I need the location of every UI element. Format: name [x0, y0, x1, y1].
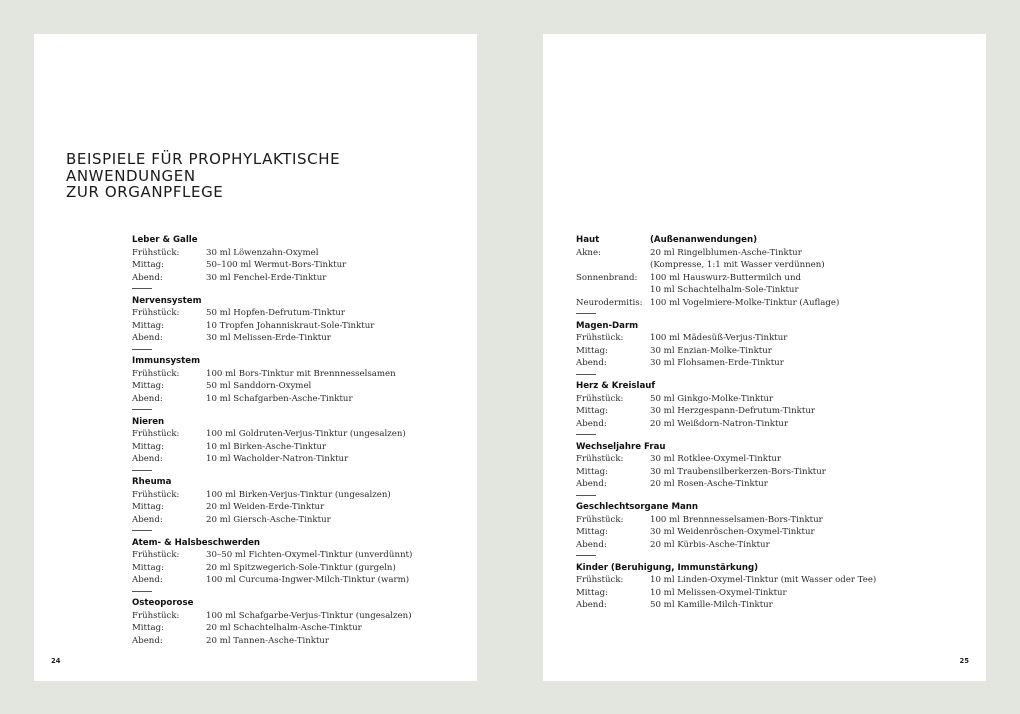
dosage-value: 50–100 ml Wermut-Bors-Tinktur	[206, 260, 347, 270]
dosage-row	[132, 489, 532, 502]
recipe-section	[132, 355, 532, 405]
dosage-row	[576, 587, 976, 600]
dosage-row	[132, 307, 532, 320]
dosage-value: 100 ml Hauswurz-Buttermilch und	[650, 272, 802, 283]
dosage-value: (Kompresse, 1:1 mit Wasser verdünnen)	[650, 260, 825, 270]
dosage-value: 100 ml Birken-Verjus-Tinktur (ungesalzen)	[206, 489, 391, 500]
dosage-value: 20 ml Spitzwegerich-Sole-Tinktur (gurgeln)	[206, 562, 396, 573]
dosage-row	[576, 405, 976, 418]
section-title: Osteoporose	[132, 598, 194, 608]
recipe-section	[132, 295, 532, 345]
time-label: Mittag:	[132, 320, 164, 331]
dosage-row	[132, 635, 532, 648]
dosage-value: 20 ml Rosen-Asche-Tinktur	[650, 479, 768, 489]
time-label: Abend:	[132, 272, 163, 283]
dosage-row	[132, 501, 532, 514]
section-subtitle: (Außenanwendungen)	[650, 235, 758, 245]
dosage-value: 20 ml Weißdorn-Natron-Tinktur	[650, 418, 789, 429]
dosage-row	[132, 610, 532, 623]
dosage-value: 20 ml Kürbis-Asche-Tinktur	[650, 539, 770, 550]
time-label: Frühstück:	[576, 333, 624, 343]
dosage-row	[576, 478, 976, 491]
page-number: 25	[959, 657, 969, 665]
section-divider	[576, 434, 596, 435]
section-title: Haut	[576, 235, 600, 245]
dosage-row	[576, 599, 976, 612]
section-title: Atem- & Halsbeschwerden	[132, 537, 261, 548]
dosage-row	[576, 574, 976, 587]
time-label: Frühstück:	[576, 393, 624, 404]
dosage-value: 20 ml Tannen-Asche-Tinktur	[206, 635, 330, 646]
dosage-row	[576, 259, 976, 272]
dosage-value: 30 ml Weidenröschen-Oxymel-Tinktur	[650, 527, 815, 537]
section-haut	[576, 234, 976, 309]
dosage-value: 30 ml Rotklee-Oxymel-Tinktur	[650, 454, 782, 464]
section-title: Geschlechtsorgane Mann	[576, 502, 699, 512]
dosage-value: 20 ml Giersch-Asche-Tinktur	[206, 514, 331, 525]
time-label: Mittag:	[576, 466, 608, 477]
time-label: Abend:	[576, 600, 607, 610]
dosage-row	[132, 320, 532, 333]
time-label: Mittag:	[576, 527, 608, 537]
dosage-value: 30 ml Melissen-Erde-Tinktur	[206, 333, 331, 343]
dosage-row	[132, 368, 532, 381]
dosage-row	[576, 247, 976, 260]
right-recipe-list	[576, 234, 976, 612]
time-label: Abend:	[132, 635, 163, 646]
dosage-value: 100 ml Schafgarbe-Verjus-Tinktur (ungesalzen)	[206, 610, 412, 621]
dosage-row	[132, 549, 532, 562]
dosage-row	[576, 393, 976, 406]
section-divider	[132, 288, 152, 289]
dosage-row	[132, 441, 532, 454]
time-label: Mittag:	[576, 345, 608, 356]
recipe-section	[132, 476, 532, 526]
time-label: Frühstück:	[132, 308, 180, 318]
dosage-value: 20 ml Schachtelhalm-Asche-Tinktur	[206, 623, 362, 633]
recipe-section	[576, 562, 976, 612]
recipe-section	[132, 537, 532, 587]
dosage-value: 100 ml Mädesüß-Verjus-Tinktur	[650, 333, 788, 343]
time-label: Abend:	[132, 393, 163, 404]
time-label: Mittag:	[132, 441, 164, 452]
recipe-section	[576, 380, 976, 430]
dosage-row	[132, 514, 532, 527]
section-title: Wechseljahre Frau	[576, 441, 666, 452]
dosage-value: 50 ml Hopfen-Defrutum-Tinktur	[206, 308, 346, 318]
right-page	[543, 34, 986, 681]
dosage-row	[576, 357, 976, 370]
section-divider	[132, 409, 152, 410]
dosage-value: 30–50 ml Fichten-Oxymel-Tinktur (unverdünnt)	[206, 550, 413, 560]
time-label: Sonnenbrand:	[576, 272, 638, 283]
time-label: Akne:	[576, 247, 601, 258]
dosage-value: 10 ml Schafgarben-Asche-Tinktur	[206, 393, 353, 404]
section-title: Herz & Kreislauf	[576, 381, 656, 391]
time-label: Frühstück:	[132, 610, 180, 621]
page-number: 24	[51, 657, 61, 665]
time-label: Abend:	[132, 575, 163, 585]
dosage-row	[576, 514, 976, 527]
dosage-value: 30 ml Löwenzahn-Oxymel	[206, 247, 319, 258]
dosage-value: 50 ml Ginkgo-Molke-Tinktur	[650, 393, 774, 404]
section-title: Nervensystem	[132, 295, 202, 306]
dosage-row	[132, 259, 532, 272]
dosage-row	[576, 526, 976, 539]
dosage-row	[576, 418, 976, 431]
recipe-section	[132, 416, 532, 466]
dosage-row	[576, 284, 976, 297]
dosage-row	[576, 539, 976, 552]
dosage-value: 10 Tropfen Johanniskraut-Sole-Tinktur	[206, 320, 375, 331]
dosage-value: 50 ml Kamille-Milch-Tinktur	[650, 600, 773, 610]
dosage-value: 10 ml Birken-Asche-Tinktur	[206, 441, 327, 452]
time-label: Frühstück:	[576, 454, 624, 464]
dosage-value: 30 ml Herzgespann-Defrutum-Tinktur	[650, 406, 815, 416]
dosage-value: 100 ml Curcuma-Ingwer-Milch-Tinktur (warm)	[206, 575, 410, 585]
page-heading	[66, 151, 446, 201]
time-label: Abend:	[576, 539, 607, 550]
time-label: Abend:	[576, 358, 607, 368]
time-label	[576, 259, 650, 272]
dosage-value: 30 ml Traubensilberkerzen-Bors-Tinktur	[650, 466, 826, 477]
dosage-row	[576, 453, 976, 466]
section-divider	[132, 349, 152, 350]
section-divider	[132, 470, 152, 471]
recipe-section	[576, 320, 976, 370]
dosage-value: 100 ml Vogelmiere-Molke-Tinktur (Auflage)	[650, 297, 840, 308]
recipe-section	[576, 501, 976, 551]
dosage-row	[132, 393, 532, 406]
dosage-row	[132, 574, 532, 587]
section-title: Leber & Galle	[132, 235, 198, 245]
dosage-row	[132, 380, 532, 393]
dosage-value: 30 ml Fenchel-Erde-Tinktur	[206, 272, 327, 283]
time-label: Mittag:	[132, 381, 164, 391]
dosage-value: 30 ml Enzian-Molke-Tinktur	[650, 345, 772, 356]
time-label: Abend:	[132, 454, 163, 464]
section-title: Kinder (Beruhigung, Immunstärkung)	[576, 562, 759, 573]
dosage-value: 100 ml Goldruten-Verjus-Tinktur (ungesalzen)	[206, 429, 406, 439]
section-title: Magen-Darm	[576, 320, 639, 331]
time-label: Mittag:	[576, 587, 608, 598]
section-title: Rheuma	[132, 477, 172, 487]
dosage-row	[132, 622, 532, 635]
dosage-value: 30 ml Flohsamen-Erde-Tinktur	[650, 358, 784, 368]
dosage-value: 10 ml Melissen-Oxymel-Tinktur	[650, 587, 787, 598]
dosage-value: 10 ml Wacholder-Natron-Tinktur	[206, 454, 349, 464]
time-label: Frühstück:	[576, 514, 624, 525]
left-page	[34, 34, 477, 681]
time-label: Frühstück:	[132, 368, 180, 379]
time-label: Mittag:	[132, 562, 164, 573]
section-divider	[576, 495, 596, 496]
section-divider	[576, 374, 596, 375]
left-recipe-list	[132, 234, 532, 647]
time-label: Frühstück:	[132, 247, 180, 258]
dosage-value: 10 ml Schachtelhalm-Sole-Tinktur	[650, 285, 799, 295]
dosage-row	[576, 332, 976, 345]
time-label: Mittag:	[132, 502, 164, 512]
heading-line: ZUR ORGANPFLEGE	[66, 183, 224, 201]
time-label: Abend:	[132, 514, 163, 525]
dosage-row	[576, 297, 976, 310]
dosage-value: 10 ml Linden-Oxymel-Tinktur (mit Wasser oder Tee)	[650, 575, 877, 585]
section-divider	[132, 591, 152, 592]
time-label: Mittag:	[132, 623, 164, 633]
time-label: Frühstück:	[132, 550, 180, 560]
time-label: Abend:	[576, 479, 607, 489]
time-label: Mittag:	[132, 260, 164, 270]
section-title: Nieren	[132, 416, 165, 427]
section-title: Immunsystem	[132, 356, 201, 366]
dosage-row	[132, 453, 532, 466]
dosage-row	[132, 247, 532, 260]
dosage-value: 20 ml Ringelblumen-Asche-Tinktur	[650, 247, 802, 258]
dosage-row	[132, 272, 532, 285]
dosage-value: 50 ml Sanddorn-Oxymel	[206, 381, 312, 391]
time-label: Neurodermitis:	[576, 297, 643, 308]
dosage-row	[132, 428, 532, 441]
time-label	[576, 284, 650, 297]
dosage-row	[132, 562, 532, 575]
dosage-value: 100 ml Brennnesselsamen-Bors-Tinktur	[650, 514, 823, 525]
time-label: Mittag:	[576, 406, 608, 416]
dosage-row	[576, 345, 976, 358]
dosage-row	[576, 272, 976, 285]
recipe-section	[132, 234, 532, 284]
time-label: Frühstück:	[132, 489, 180, 500]
time-label: Frühstück:	[576, 575, 624, 585]
recipe-section	[132, 597, 532, 647]
time-label: Abend:	[132, 333, 163, 343]
heading-line: BEISPIELE FÜR PROPHYLAKTISCHE	[66, 150, 341, 168]
recipe-section	[576, 441, 976, 491]
section-divider	[576, 555, 596, 556]
heading-line: ANWENDUNGEN	[66, 166, 196, 185]
dosage-value: 100 ml Bors-Tinktur mit Brennnesselsamen	[206, 368, 396, 379]
section-divider	[576, 313, 596, 314]
time-label: Frühstück:	[132, 429, 180, 439]
time-label: Abend:	[576, 418, 607, 429]
dosage-value: 20 ml Weiden-Erde-Tinktur	[206, 502, 325, 512]
dosage-row	[132, 332, 532, 345]
section-divider	[132, 530, 152, 531]
dosage-row	[576, 466, 976, 479]
